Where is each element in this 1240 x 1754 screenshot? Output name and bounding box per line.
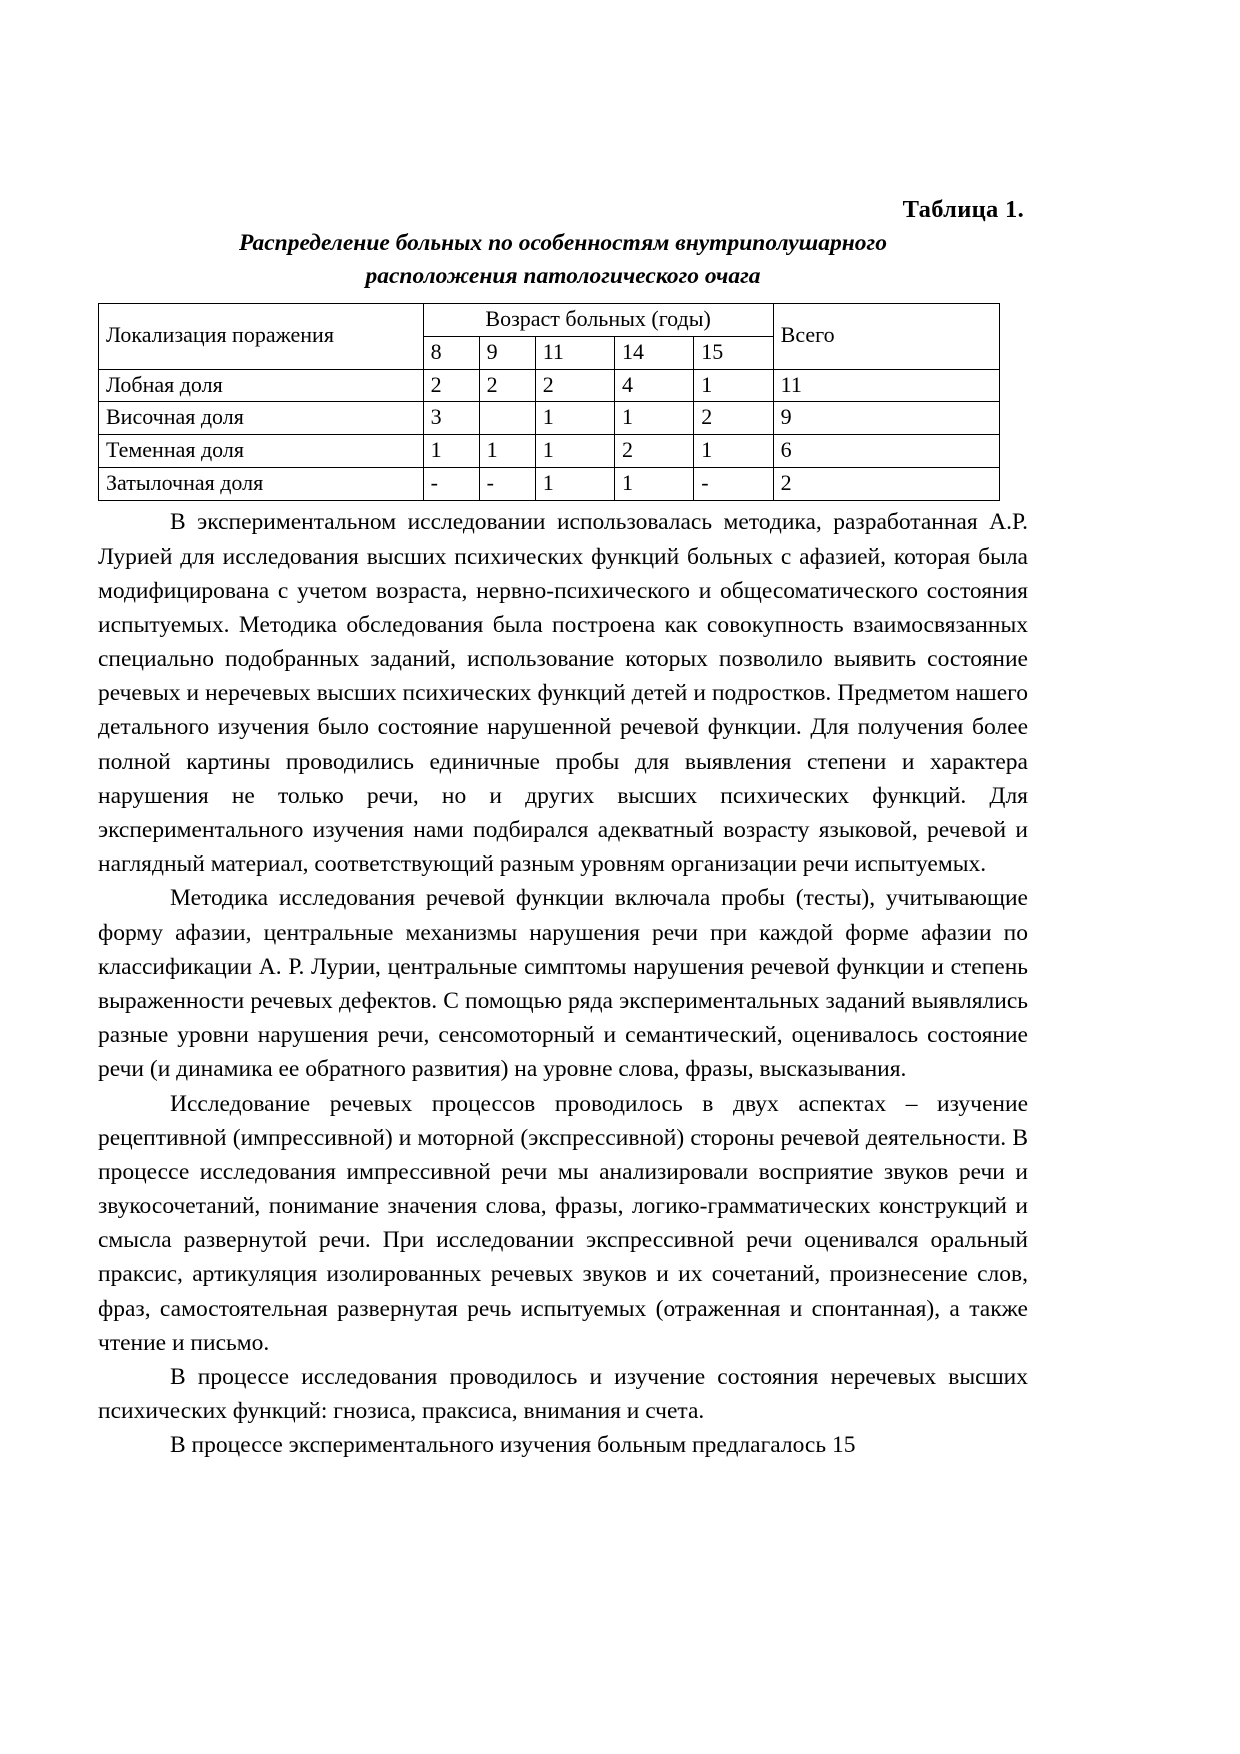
header-age-11: 11: [535, 336, 614, 369]
paragraph-1: В экспериментальном исследовании использовалась методика, разработанная А.Р. Лурией для исследования высших психических функций больных с афазией, которая была модифицирована с учетом возраста, нервно-психического и общесоматического состояния испытуемых. Методика обследования была построена как совокупность взаимосвязанных специально подобранных заданий, использование которых позволило выявить состояние речевых и неречевых высших психических функций детей и подростков. Предметом нашего детального изучения было состояние нарушенной речевой функции. Для получения более полной картины проводились единичные пробы для выявления степени и характера нарушения не только речи, но и других высших психических функций. Для экспериментального изучения нами подбирался адекватный возрасту языковой, речевой и наглядный материал, соответствующий разным уровням организации речи испытуемых.: [98, 509, 1028, 878]
header-age-9: 9: [479, 336, 535, 369]
cell-age-11: 1: [535, 435, 614, 468]
table-caption: [98, 227, 1028, 294]
row-label: Височная доля: [99, 402, 424, 435]
cell-age-9: 2: [479, 369, 535, 402]
cell-age-14: 1: [614, 402, 693, 435]
cell-total: 9: [773, 402, 999, 435]
cell-age-8: -: [423, 468, 479, 501]
cell-total: 11: [773, 369, 999, 402]
cell-age-15: 1: [694, 369, 773, 402]
cell-age-8: 1: [423, 435, 479, 468]
lesion-distribution-table: [98, 303, 1000, 502]
cell-age-15: -: [694, 468, 773, 501]
page-content: [98, 196, 1028, 1463]
header-age-8: 8: [423, 336, 479, 369]
row-label: Теменная доля: [99, 435, 424, 468]
cell-total: 6: [773, 435, 999, 468]
header-localization: Локализация поражения: [99, 303, 424, 369]
cell-age-8: 2: [423, 369, 479, 402]
table-caption-line-2: расположения патологического очага: [365, 263, 761, 290]
cell-age-14: 1: [614, 468, 693, 501]
paragraph-5: В процессе экспериментального изучения больным предлагалось 15: [170, 1432, 856, 1459]
cell-age-14: 2: [614, 435, 693, 468]
paragraph-4: В процессе исследования проводилось и изучение состояния неречевых высших психических функций: гнозиса, праксиса, внимания и счета.: [98, 1364, 1028, 1425]
cell-age-15: 1: [694, 435, 773, 468]
table-caption-line-1: Распределение больных по особенностям внутриполушарного: [239, 229, 887, 256]
header-age-15: 15: [694, 336, 773, 369]
cell-age-9: -: [479, 468, 535, 501]
row-label: Затылочная доля: [99, 468, 424, 501]
cell-age-9: [479, 402, 535, 435]
table-number-label: Таблица 1.: [902, 196, 1024, 223]
header-age-14: 14: [614, 336, 693, 369]
cell-age-11: 2: [535, 369, 614, 402]
table-row: [99, 468, 1000, 501]
paragraph-2: Методика исследования речевой функции включала пробы (тесты), учитывающие форму афазии, центральные механизмы нарушения речи при каждой форме афазии по классификации А. Р. Лурии, центральные симптомы нарушения речевой функции и степень выраженности речевых дефектов. С помощью ряда экспериментальных заданий выявлялись разные уровни нарушения речи, сенсомоторный и семантический, оценивалось состояние речи (и динамика ее обратного развития) на уровне слова, фразы, высказывания.: [98, 885, 1028, 1083]
cell-age-8: 3: [423, 402, 479, 435]
header-age-group: Возраст больных (годы): [423, 303, 773, 336]
row-label: Лобная доля: [99, 369, 424, 402]
body-text: [98, 505, 1028, 1462]
cell-age-15: 2: [694, 402, 773, 435]
cell-age-11: 1: [535, 402, 614, 435]
table-header-row-group: [99, 303, 1000, 336]
cell-age-9: 1: [479, 435, 535, 468]
cell-age-14: 4: [614, 369, 693, 402]
table-row: [99, 402, 1000, 435]
header-total: Всего: [773, 303, 999, 369]
table-row: [99, 369, 1000, 402]
cell-age-11: 1: [535, 468, 614, 501]
cell-total: 2: [773, 468, 999, 501]
table-row: [99, 435, 1000, 468]
paragraph-3: Исследование речевых процессов проводилось в двух аспектах – изучение рецептивной (импрессивной) и моторной (экспрессивной) стороны речевой деятельности. В процессе исследования импрессивной речи мы анализировали восприятие звуков речи и звукосочетаний, понимание значения слова, фразы, логико-грамматических конструкций и смысла развернутой речи. При исследовании экспрессивной речи оценивался оральный праксис, артикуляция изолированных речевых звуков и их сочетаний, произнесение слов, фраз, самостоятельная развернутая речь испытуемых (отраженная и спонтанная), а также чтение и письмо.: [98, 1090, 1028, 1356]
